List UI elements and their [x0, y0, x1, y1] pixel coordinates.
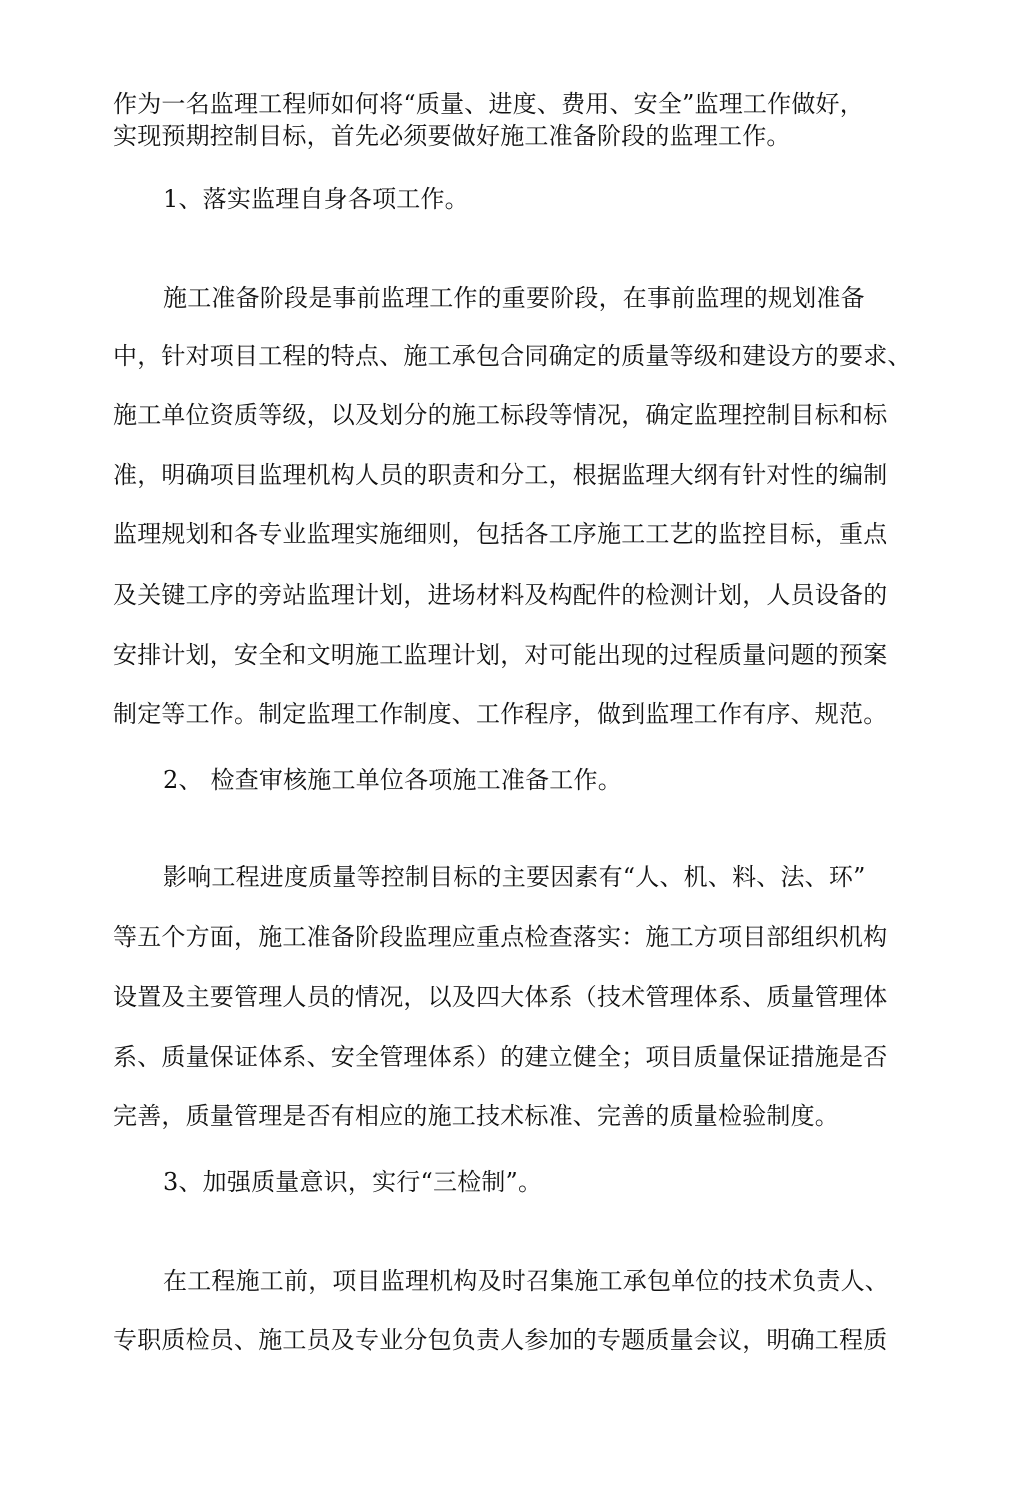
section-heading-3: 3、加强质量意识，实行“三检制”。 [163, 1168, 543, 1196]
paragraph-line: 影响工程进度质量等控制目标的主要因素有“人、机、料、法、环” [163, 863, 866, 891]
paragraph-line: 系、质量保证体系、安全管理体系）的建立健全；项目质量保证措施是否 [113, 1043, 888, 1071]
paragraph-line: 设置及主要管理人员的情况，以及四大体系（技术管理体系、质量管理体 [113, 983, 888, 1011]
intro-line-2: 实现预期控制目标，首先必须要做好施工准备阶段的监理工作。 [113, 122, 791, 150]
paragraph-line: 专职质检员、施工员及专业分包负责人参加的专题质量会议，明确工程质 [113, 1326, 888, 1354]
paragraph-line: 监理规划和各专业监理实施细则，包括各工序施工工艺的监控目标，重点 [113, 520, 888, 548]
section-heading-2: 2、 检查审核施工单位各项施工准备工作。 [163, 766, 622, 794]
paragraph-line: 制定等工作。制定监理工作制度、工作程序，做到监理工作有序、规范。 [113, 700, 888, 728]
paragraph-line: 及关键工序的旁站监理计划，进场材料及构配件的检测计划，人员设备的 [113, 581, 888, 609]
section-heading-1: 1、落实监理自身各项工作。 [163, 185, 469, 213]
paragraph-line: 等五个方面，施工准备阶段监理应重点检查落实：施工方项目部组织机构 [113, 923, 888, 951]
paragraph-line: 在工程施工前，项目监理机构及时召集施工承包单位的技术负责人、 [163, 1267, 889, 1295]
paragraph-line: 完善，质量管理是否有相应的施工技术标准、完善的质量检验制度。 [113, 1102, 839, 1130]
paragraph-line: 施工准备阶段是事前监理工作的重要阶段，在事前监理的规划准备 [163, 284, 865, 312]
paragraph-line: 安排计划，安全和文明施工监理计划，对可能出现的过程质量问题的预案 [113, 641, 888, 669]
intro-line-1: 作为一名监理工程师如何将“质量、进度、费用、安全”监理工作做好， [113, 90, 864, 118]
paragraph-line: 准，明确项目监理机构人员的职责和分工，根据监理大纲有针对性的编制 [113, 461, 888, 489]
paragraph-line: 施工单位资质等级，以及划分的施工标段等情况，确定监理控制目标和标 [113, 401, 888, 429]
paragraph-line: 中，针对项目工程的特点、施工承包合同确定的质量等级和建设方的要求、 [113, 342, 912, 370]
